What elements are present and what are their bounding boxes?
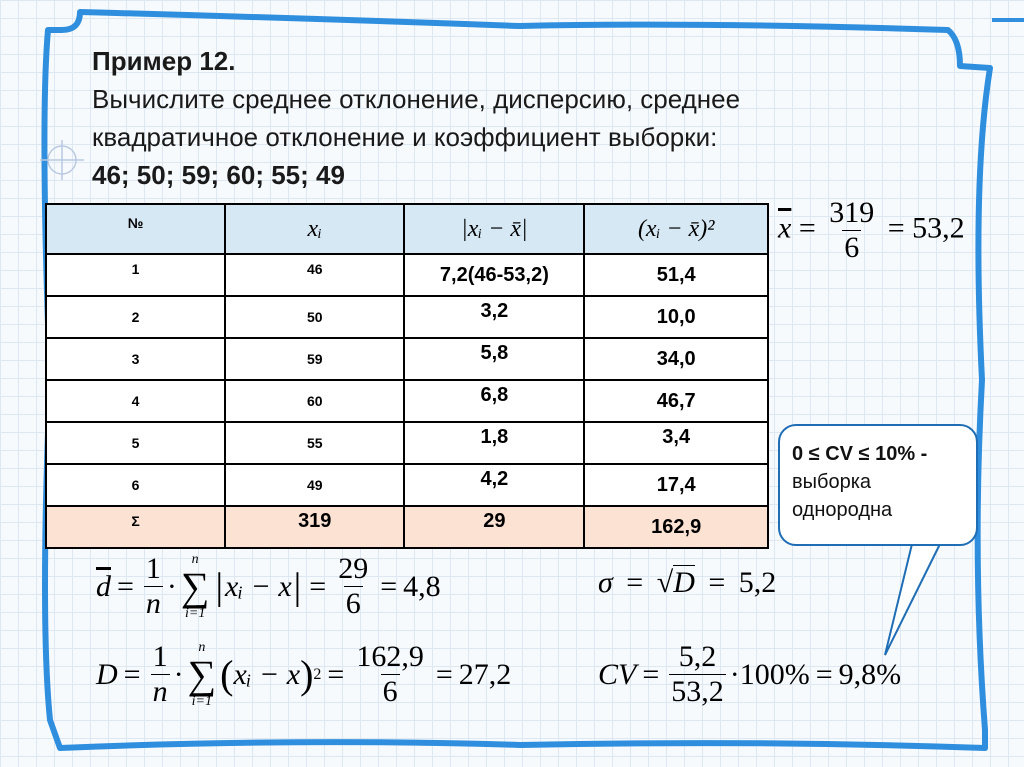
table-sum-row (46, 506, 768, 548)
header-number: № (46, 204, 225, 254)
example-title: Пример 12. (92, 46, 236, 76)
cell-number: 4 (131, 393, 140, 409)
cell-sq-dev: 34,0 (584, 338, 768, 380)
callout-line: однородна (792, 499, 893, 521)
cell-sq-dev: 51,4 (584, 254, 768, 296)
cell-abs-dev: 5,8 (480, 341, 509, 364)
cell-xi: 46 (306, 261, 323, 277)
task-line: Вычислите среднее отклонение, дисперсию, среднее (92, 84, 741, 114)
cell-sq-dev: 10,0 (584, 296, 768, 338)
homogeneity-callout (778, 424, 978, 546)
table-row (46, 464, 768, 506)
cell-abs-dev: 3,2 (480, 299, 509, 322)
table-row (46, 422, 768, 464)
cv-formula: CV = $\frac{5,2}{53,2}$ ·100% = 9,8% (598, 640, 902, 708)
header-xi: xᵢ (225, 204, 404, 254)
cell-abs-dev: 4,2 (480, 467, 509, 490)
sample-values: 46; 50; 59; 60; 55; 49 (92, 160, 345, 190)
header-abs-dev: |xᵢ − x̄| (404, 204, 584, 254)
header-sq-dev: (xᵢ − x̄)² (584, 204, 768, 254)
cell-xi: 55 (306, 435, 323, 451)
cell-abs-dev: 7,2(46-53,2) (404, 254, 584, 296)
cell-number: 1 (131, 261, 140, 277)
task-line: квадратичное отклонение и коэффициент выборки: (92, 122, 718, 152)
callout-line: выборка (792, 471, 872, 493)
cell-abs-dev: 1,8 (480, 425, 509, 448)
variance-formula: D = $\frac{1}{n}$ · n ∑ i=1 ( xᵢ − x ) 2 = $\frac{162,9}{6}$ = 27,2 (96, 639, 512, 709)
sum-abs-dev: 29 (483, 509, 506, 532)
calc-table (45, 203, 769, 549)
sum-symbol: n ∑ i=1 (180, 551, 210, 621)
cell-xi: 59 (306, 351, 323, 367)
cell-xi: 49 (306, 477, 323, 493)
cell-number: 2 (131, 309, 140, 325)
cell-abs-dev: 6,8 (480, 383, 509, 406)
task-text (92, 42, 912, 194)
cell-number: 5 (131, 435, 140, 451)
cell-number: 6 (131, 477, 140, 493)
cell-number: 3 (131, 351, 140, 367)
mean-deviation-formula: $\overline{d}$ = $\frac{1}{n}$ · n ∑ i=1 | xᵢ − x | = $\frac{29}{6}$ = 4,8 (96, 551, 441, 621)
sum-xi: 319 (298, 509, 332, 532)
mean-formula: $\overline{x}$ = $\frac{319}{6}$ = 53,2 (778, 196, 965, 264)
cell-sq-dev: 3,4 (662, 425, 691, 448)
cell-sq-dev: 17,4 (584, 464, 768, 506)
cell-xi: 60 (306, 393, 323, 409)
table-header-row (46, 204, 768, 254)
cell-sq-dev: 46,7 (584, 380, 768, 422)
sum-sq-dev: 162,9 (584, 506, 768, 548)
table-row (46, 254, 768, 296)
cell-xi: 50 (306, 309, 323, 325)
callout-tail (885, 544, 940, 655)
callout-condition: 0 ≤ CV ≤ 10% - (792, 443, 928, 465)
table-row (46, 380, 768, 422)
sigma-formula: σ = √D = 5,2 (598, 566, 777, 599)
table-row (46, 338, 768, 380)
sum-symbol: n ∑ i=1 (187, 639, 217, 709)
sum-sign: Σ (131, 513, 140, 529)
table-row (46, 296, 768, 338)
